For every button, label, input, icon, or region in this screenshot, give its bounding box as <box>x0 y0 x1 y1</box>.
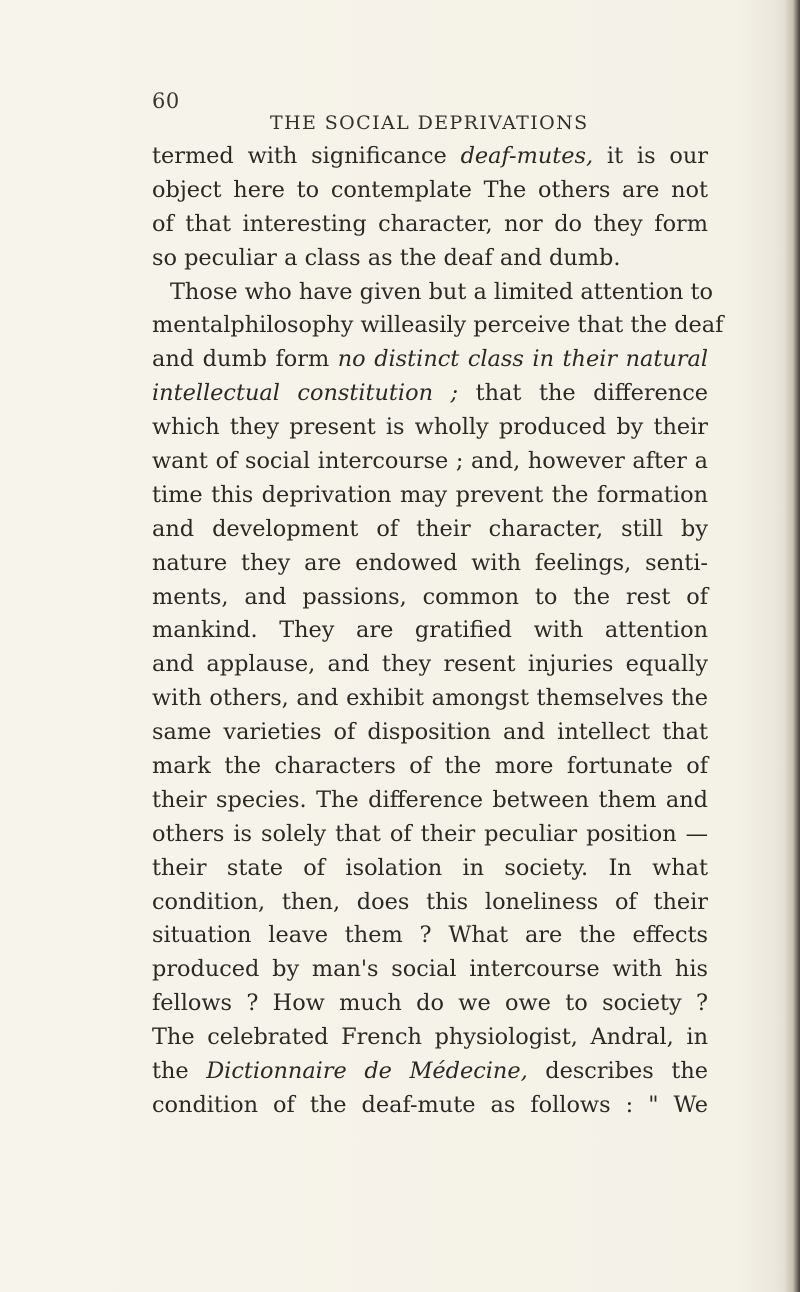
text-line <box>152 784 708 818</box>
text-run: and applause, and they resent injuries equally <box>152 651 708 678</box>
text-run: same varieties of disposition and intellect that <box>152 719 708 746</box>
text-run: and dumb form <box>152 346 338 373</box>
text-run: others is solely that of their peculiar position — <box>152 820 708 847</box>
text-run: ments, and passions, common to the rest of <box>152 583 708 610</box>
text-run: situation leave them ? What are the effects <box>152 922 708 949</box>
text-line <box>152 208 708 242</box>
text-line <box>152 174 708 208</box>
text-line <box>152 919 708 953</box>
text-line <box>152 1089 708 1123</box>
text-run: mankind. They are gratified with attention <box>152 617 708 644</box>
text-line <box>152 614 708 648</box>
text-run: that the difference <box>458 380 709 407</box>
text-run: and development of their character, still by <box>152 515 708 542</box>
text-run: mark the characters of the more fortunate of <box>152 753 708 780</box>
text-run: nature they are endowed with feelings, senti- <box>152 549 708 576</box>
text-line <box>152 886 708 920</box>
text-line <box>152 445 708 479</box>
text-run: produced by man's social intercourse with his <box>152 956 708 983</box>
text-line <box>152 276 714 310</box>
text-run: it is our <box>593 143 708 169</box>
text-run: Those who have given but a limited attention to <box>170 278 714 305</box>
page-number: 60 <box>152 89 180 113</box>
text-line <box>152 1055 708 1089</box>
text-run: want of social intercourse ; and, however after a <box>152 448 708 475</box>
text-line <box>152 411 708 445</box>
text-run: their state of isolation in society. In what <box>152 854 708 881</box>
text-line <box>152 953 708 987</box>
text-run: which they present is wholly produced by their <box>152 414 708 441</box>
text-line <box>152 682 708 716</box>
italic-text: Dictionnaire de Médecine, <box>206 1058 528 1085</box>
text-line <box>152 140 708 174</box>
text-run: so peculiar a class as the deaf and dumb. <box>152 244 621 271</box>
text-run: condition of the deaf-mute as follows : " We <box>152 1091 708 1118</box>
text-line <box>152 648 708 682</box>
italic-text: no distinct class in their natural <box>337 346 708 373</box>
text-run: condition, then, does this loneliness of their <box>152 888 708 915</box>
text-line <box>152 1021 708 1055</box>
text-line <box>152 547 708 581</box>
text-line <box>152 309 724 343</box>
text-run: object here to contemplate The others are not <box>152 176 708 203</box>
text-run: with others, and exhibit amongst themselves the <box>152 685 708 712</box>
italic-text: deaf-mutes, <box>460 143 594 169</box>
page-edge-shadow <box>784 0 800 1292</box>
text-line <box>152 581 708 615</box>
body-text <box>152 140 724 1123</box>
text-line <box>152 479 708 513</box>
text-run: of that interesting character, nor do they form <box>152 210 708 237</box>
running-head: THE SOCIAL DEPRIVATIONS <box>270 112 589 134</box>
text-line <box>152 242 708 276</box>
text-line <box>152 818 708 852</box>
text-line <box>152 343 708 377</box>
text-line <box>152 750 708 784</box>
text-line <box>152 852 708 886</box>
text-run: The celebrated French physiologist, Andral, in <box>152 1024 708 1051</box>
text-run: describes the <box>527 1058 708 1085</box>
text-run: time this deprivation may prevent the formation <box>152 481 708 508</box>
text-run: fellows ? How much do we owe to society ? <box>152 990 708 1017</box>
text-run: termed with significance <box>152 143 461 169</box>
italic-text: intellectual constitution ; <box>152 380 459 407</box>
text-run: their species. The difference between them and <box>152 786 708 813</box>
text-line <box>152 377 708 411</box>
text-line <box>152 716 708 750</box>
text-run: mentalphilosophy willeasily perceive that the deaf <box>152 312 724 339</box>
text-line <box>152 513 708 547</box>
text-line <box>152 987 708 1021</box>
text-run: the <box>152 1058 207 1085</box>
